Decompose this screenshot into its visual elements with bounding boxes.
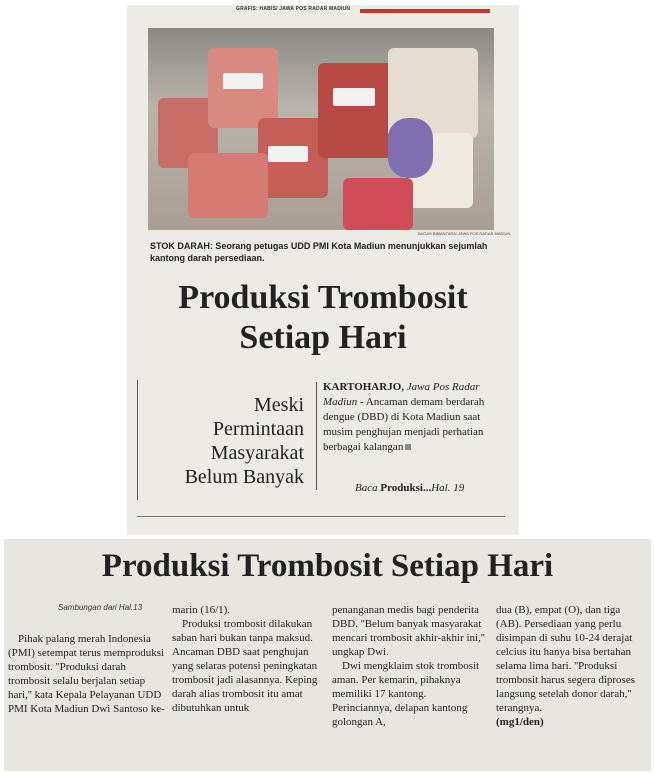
paragraph: dua (B), empat (O), dan tiga (AB). Persediaan yang perlu disimpan di suhu 10-24 derajat celcius itu hanya bisa bertahan selama lima hari. ''Produksi trombosit harus segera diproses langsung setelah donor darah,'' terangnya. [496,604,635,714]
paragraph: penanganan medis bagi penderita DBD. ''Belum banyak masyarakat mencari trombosit akhir-akhir ini,'' ungkap Dwi. [332,604,485,658]
continuation-link[interactable] [355,482,464,494]
kicker-divider [316,382,317,490]
source-name: Jawa Pos Radar Madiun [323,381,480,408]
paragraph: marin (16/1). [172,604,231,616]
continuation-headline: Produksi Trombosit Setiap Hari [101,548,554,584]
headline-line-2: Setiap Hari [239,319,407,356]
kicker-line: Meski [254,394,304,416]
article-column-4 [496,603,646,729]
caption-label: STOK DARAH: [150,241,213,251]
red-header-bar [360,9,490,13]
kicker-line: Permintaan [212,418,304,440]
end-mark-icon [405,444,411,450]
continued-from: Sambungan dari Hal.13 [58,603,143,612]
dateline: KARTOHARJO, [323,381,405,393]
headline-line-1: Produksi Trombosit [178,279,468,316]
paragraph: Dwi mengklaim stok trombosit aman. Per kemarin, pihaknya memiliki 17 kantong. Perinciannya, delapan kantong golongan A, [332,660,480,728]
article-column-1 [8,632,168,716]
author-code: (mg1/den) [496,716,544,728]
graphic-credit: GRAFIS: HABIS/ JAWA POS RADAR MADIUN [236,6,351,12]
article-column-3 [332,603,486,729]
teaser-text [323,380,503,455]
photo-credit: BAGAS BIMANTARA/ JAWA POS RADAR MADIUN [418,231,511,236]
kicker-line: Belum Banyak [184,466,304,488]
blood-bags-photo [148,28,494,230]
page-headline [128,278,518,358]
baca-label: Baca [355,482,378,494]
kicker-line: Masyarakat [210,442,304,464]
caption-text: Seorang petugas UDD PMI Kota Madiun menunjukkan sejumlah kantong darah persediaan. [150,241,488,263]
paragraph: Produksi trombosit dilakukan saban hari bukan tanpa maksud. Ancaman DBD saat penghujan yang selaras potensi peningkatan trombosit jadi alasannya. Keping darah alias trombosit itu amat dibutuhkan untuk [172,618,318,714]
left-divider [137,380,138,500]
paragraph: Pihak palang merah Indonesia (PMI) setempat terus memproduksi trombosit. ''Produksi darah trombosit selalu berjalan setiap hari,'' kata Kepala Pelayanan UDD PMI Kota Madiun Dwi Santoso ke- [8,633,165,715]
photo-caption [150,240,495,264]
kicker [148,393,304,489]
baca-target: Produksi... [380,482,432,494]
teaser-body: - Ancaman demam berdarah dengue (DBD) di Kota Madiun saat musim penghujan menjadi perhatian berbagai kalangan [323,396,485,453]
article-column-2 [172,603,324,715]
baca-page: Hal. 19 [431,482,465,494]
bottom-rule [137,516,505,517]
